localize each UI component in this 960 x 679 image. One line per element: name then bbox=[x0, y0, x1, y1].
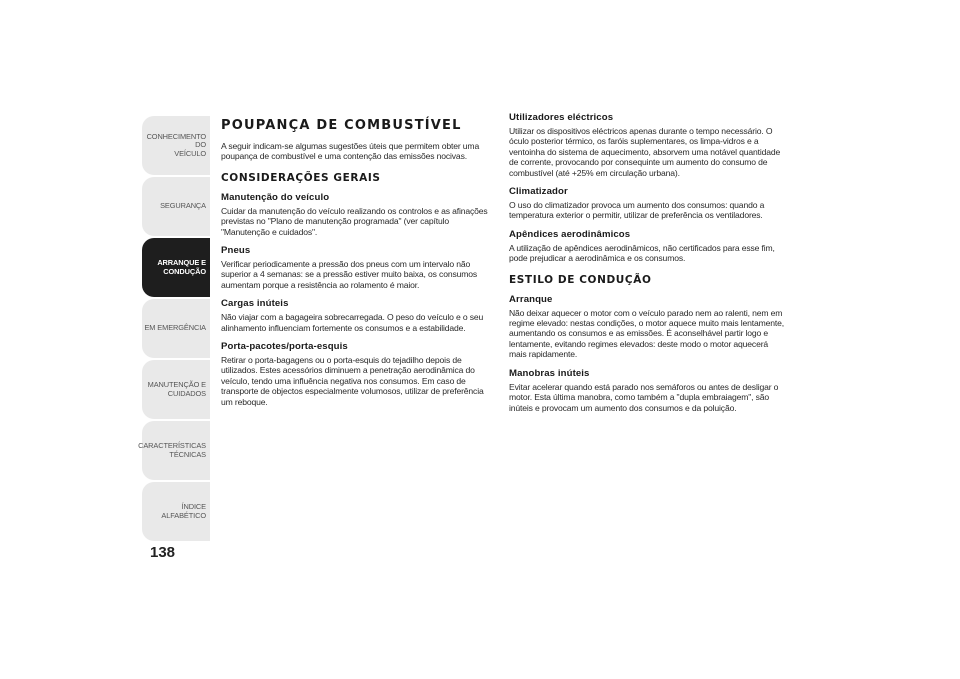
item-text: Evitar acelerar quando está parado nos semáforos ou antes de desligar o motor. Esta última manobra, como também a "dupla embraiagem", são inúteis e provocam um aumento dos consumos e da poluição. bbox=[509, 381, 779, 413]
tab-emergencia[interactable] bbox=[142, 299, 210, 358]
item-heading: Apêndices aerodinâmicos bbox=[509, 228, 631, 240]
tab-label: CONHECIMENTO DO VEÍCULO bbox=[146, 131, 206, 158]
right-column bbox=[509, 112, 787, 413]
item-text: Não viajar com a bagageira sobrecarregada. O peso do veículo e o seu alinhamento influenciam fortemente os consumos e a estabilidade. bbox=[221, 312, 484, 333]
tab-seguranca[interactable] bbox=[142, 177, 210, 236]
item-heading: Porta-pacotes/porta-esquis bbox=[221, 341, 348, 353]
item-heading: Cargas inúteis bbox=[221, 298, 289, 310]
item-heading: Manobras inúteis bbox=[509, 367, 590, 379]
item-text: Cuidar da manutenção do veículo realizando os controlos e as afinações previstas no "Plano de manutenção programada" (ver capítulo "Manutenção e cuidados". bbox=[221, 205, 488, 237]
item-text: O uso do climatizador provoca um aumento dos consumos: quando a temperatura exterior o permitir, utilizar de preferência os ventiladores. bbox=[509, 200, 765, 221]
tab-arranque[interactable] bbox=[142, 238, 210, 297]
item-text: Utilizar os dispositivos eléctricos apenas durante o tempo necessário. O óculo posterior térmico, os faróis suplementares, os limpa-vidros e a ventoinha do sistema de aquecimento, absorvem uma notável quantidade de corrente, provocando por consequinte um aumento do consumo de combustível (até +25% em circulação urbana). bbox=[509, 126, 781, 178]
tab-label: ARRANQUE E CONDUÇÃO bbox=[157, 257, 206, 276]
item-heading: Utilizadores eléctricos bbox=[509, 112, 614, 123]
item-heading: Manutenção do veículo bbox=[221, 191, 330, 203]
left-column bbox=[221, 118, 496, 407]
section-title: CONSIDERAÇÕES GERAIS bbox=[221, 171, 381, 184]
page-title: POUPANÇA DE COMBUSTÍVEL bbox=[221, 118, 462, 133]
tab-label: CARACTERÍSTICAS TÉCNICAS bbox=[138, 440, 206, 459]
item-text: Não deixar aquecer o motor com o veículo parado nem ao ralenti, nem em regime elevado: nestas condições, o motor aquece muito mais lentamente, aumentando os consumos e as emissões. É aconselhável partir logo e lentamente, evitando regimes elevados: deste modo o motor aquecerá mais rapidamente. bbox=[509, 307, 785, 360]
item-heading: Climatizador bbox=[509, 186, 568, 198]
tab-label: ÍNDICE ALFABÉTICO bbox=[161, 501, 206, 520]
tab-conhecimento[interactable] bbox=[142, 116, 210, 175]
tab-label: SEGURANÇA bbox=[160, 201, 206, 211]
tab-manutencao[interactable] bbox=[142, 360, 210, 419]
section-title: ESTILO DE CONDUÇÃO bbox=[509, 273, 652, 286]
tab-indice[interactable] bbox=[142, 482, 210, 541]
page-number: 138 bbox=[150, 544, 176, 561]
item-heading: Pneus bbox=[221, 245, 251, 257]
tab-caracteristicas[interactable] bbox=[138, 421, 210, 480]
item-text: Retirar o porta-bagagens ou o porta-esquis do tejadilho depois de utilizados. Estes acessórios diminuem a penetração aerodinâmica do veículo, tendo uma influência negativa nos consumos. Em caso de transporte de objectos especialmente volumosos, utilizar de preferência um reboque. bbox=[221, 355, 484, 407]
item-text: A utilização de apêndices aerodinâmicos, não certificados para esse fim, pode prejudicar a aerodinâmica e os consumos. bbox=[509, 242, 775, 264]
intro-text: A seguir indicam-se algumas sugestões úteis que permitem obter uma poupança de combustível e uma contenção das emissões nocivas. bbox=[221, 141, 480, 162]
tab-label: EM EMERGÊNCIA bbox=[144, 323, 206, 333]
item-heading: Arranque bbox=[509, 293, 553, 305]
chapter-tabs bbox=[138, 116, 210, 543]
item-text: Verificar periodicamente a pressão dos pneus com um intervalo não superior a 4 semanas: se a pressão estiver muito baixa, os consumos aumentam porque a resistência ao rolamento é maior. bbox=[221, 259, 478, 290]
tab-label: MANUTENÇÃO E CUIDADOS bbox=[147, 379, 206, 398]
